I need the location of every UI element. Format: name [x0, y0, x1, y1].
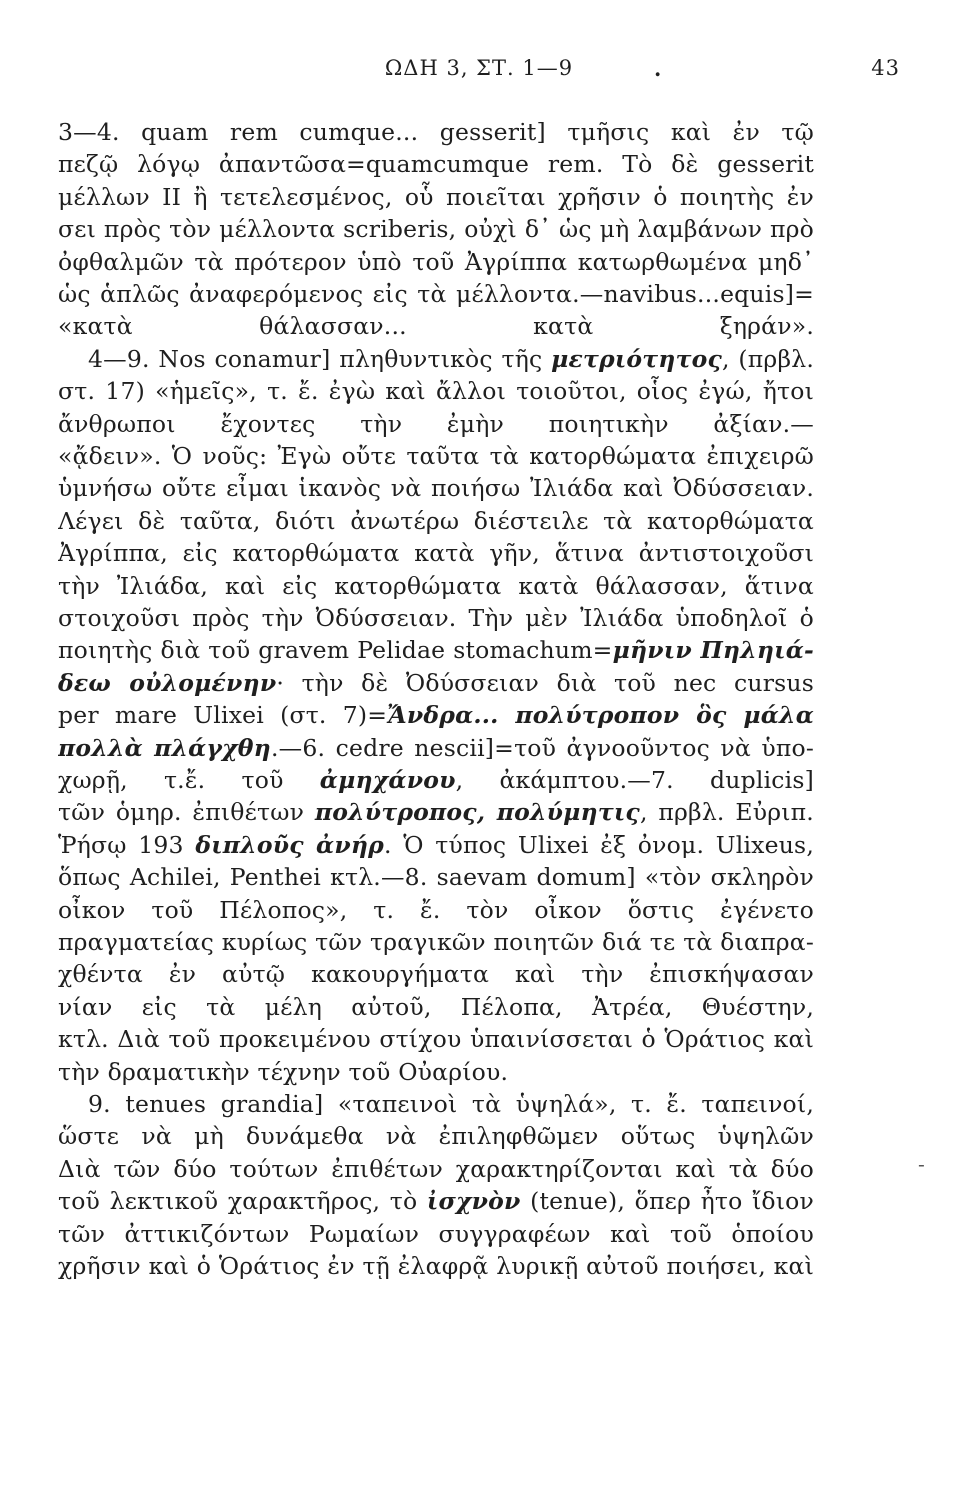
- emphasized-greek: πολλὰ πλάγχθη: [58, 733, 271, 762]
- text-line: ὑμνήσω οὔτε εἶμαι ἱκανὸς νὰ ποιήσω Ἰλιάδα καὶ Ὀδύσσειαν.: [58, 474, 814, 503]
- text-line: [58, 829, 814, 861]
- text-line: ἄνθρωποι ἔχοντες τὴν ἐμὴν ποιητικὴν ἀξίαν.—: [58, 409, 814, 438]
- text-run: τῶν ὁμηρ. ἐπιθέτων: [58, 798, 315, 827]
- text-line: 9. tenues grandia] «ταπεινοὶ τὰ ὑψηλά», τ. ἔ. ταπεινοί,: [88, 1090, 814, 1118]
- text-line: «κατὰ θάλασσαν... κατὰ ξηράν».: [58, 312, 814, 341]
- text-run: τοῦ λεκτικοῦ χαρακτῆρος, τὸ: [58, 1187, 427, 1216]
- text-run: · τὴν δὲ Ὀδύσσειαν διὰ τοῦ nec cursus: [276, 668, 814, 697]
- emphasized-greek: διπλοῦς ἀνήρ: [195, 830, 384, 859]
- text-line: Ἀγρίππα, εἰς κατορθώματα κατὰ γῆν, ἅτινα ἀντιστοιχοῦσι: [58, 539, 814, 568]
- text-line: σει πρὸς τὸν μέλλοντα scriberis, οὐχὶ δ᾽ ὡς μὴ λαμβάνων πρὸ: [58, 215, 814, 244]
- emphasized-greek: δεω οὐλομένην: [58, 668, 277, 697]
- text-line: 3—4. quam rem cumque... gesserit] τμῆσις καὶ ἐν τῷ: [58, 118, 814, 146]
- text-line: [58, 634, 814, 666]
- text-run: 4—9. Nos conamur] πληθυντικὸς τῆς: [88, 344, 552, 373]
- text-line: [58, 699, 814, 731]
- text-line: [58, 1185, 814, 1217]
- text-line: Λέγει δὲ ταῦτα, διότι ἀνωτέρω διέστειλε τὰ κατορθώματα: [58, 506, 814, 535]
- text-line: ὅπως Achilei, Penthei κτλ.—8. saevam domum] «τὸν σκληρὸν: [58, 863, 814, 892]
- text-line: οἶκον τοῦ Πέλοπος», τ. ἔ. τὸν οἶκον ὅστις ἐγένετο: [58, 895, 814, 924]
- text-line: χρῆσιν καὶ ὁ Ὁράτιος ἐν τῇ ἐλαφρᾷ λυρικῇ αὐτοῦ ποιήσει, καὶ: [58, 1252, 814, 1280]
- emphasized-greek: πολύτροπος, πολύμητις: [314, 798, 640, 827]
- text-run: per mare Ulixei (στ. 7)=: [58, 701, 388, 730]
- text-line: τῶν ἀττικιζόντων Ρωμαίων συγγραφέων καὶ τοῦ ὁποίου: [58, 1219, 814, 1248]
- page-number: 43: [871, 56, 900, 80]
- text-line: [88, 343, 814, 375]
- text-line: πραγματείας κυρίως τῶν τραγικῶν ποιητῶν διά τε τὰ διαπρα-: [58, 928, 814, 956]
- text-line: [58, 764, 814, 796]
- text-line: μέλλων II ἢ τετελεσμένος, οὗ ποιεῖται χρῆσιν ὁ ποιητὴς ἐν: [58, 182, 814, 211]
- text-run: .—6. cedre nescii]=τοῦ ἀγνοοῦντος νὰ ὑπο-: [270, 733, 814, 762]
- header-title: ΩΔΗ 3, ΣΤ. 1—9: [384, 56, 574, 80]
- text-run: , (πρβλ.: [721, 344, 814, 373]
- text-line: τὴν δραματικὴν τέχνην τοῦ Οὐαρίου.: [58, 1057, 509, 1086]
- text-line: τὴν Ἰλιάδα, καὶ εἰς κατορθώματα κατὰ θάλασσαν, ἅτινα: [58, 571, 814, 600]
- emphasized-greek: Ἄνδρα... πολύτροπον ὃς μάλα: [387, 701, 814, 730]
- text-run: ποιητὴς διὰ τοῦ gravem Pelidae stomachum=: [58, 636, 613, 665]
- text-line: πεζῷ λόγῳ ἀπαντῶσα=quamcumque rem. Τὸ δὲ gesserit: [58, 150, 814, 179]
- text-line: «ᾄδειν». Ὁ νοῦς: Ἐγὼ οὔτε ταῦτα τὰ κατορθώματα ἐπιχειρῶ: [58, 442, 814, 470]
- text-run: χωρῇ, τ.ἔ. τοῦ: [58, 766, 320, 794]
- text-line: [58, 796, 814, 828]
- margin-mark: -: [918, 1152, 925, 1176]
- text-line: στ. 17) «ἡμεῖς», τ. ἔ. ἐγὼ καὶ ἄλλοι τοιοῦτοι, οἷος ἐγώ, ἤτοι: [58, 377, 814, 406]
- text-line: ὀφθαλμῶν τὰ πρότερον ὑπὸ τοῦ Ἀγρίππα κατωρθωμένα μηδ᾽: [58, 247, 814, 276]
- text-line: ὡς ἁπλῶς ἀναφερόμενος εἰς τὰ μέλλοντα.—navibus...equis]=: [58, 280, 814, 308]
- text-line: [58, 732, 814, 764]
- text-line: νίαν εἰς τὰ μέλη αὐτοῦ, Πέλοπα, Ἀτρέα, Θυέστην,: [58, 992, 814, 1021]
- text-run: (tenue), ὅπερ ἦτο ἴδιον: [520, 1187, 814, 1216]
- emphasized-greek: μετριότητος: [551, 344, 722, 373]
- emphasized-greek: ἀμηχάνου: [319, 766, 456, 794]
- text-line: Διὰ τῶν δύο τούτων ἐπιθέτων χαρακτηρίζονται καὶ τὰ δύο: [58, 1154, 814, 1183]
- text-run: , πρβλ. Εὐριπ.: [639, 798, 814, 827]
- text-run: , ἀκάμπτου.—7. duplicis]: [455, 766, 814, 794]
- text-run: . Ὁ τύπος Ulixei ἐξ ὀνομ. Ulixeus,: [383, 830, 814, 859]
- text-line: ὥστε νὰ μὴ δυνάμεθα νὰ ἐπιληφθῶμεν οὕτως ὑψηλῶν: [58, 1122, 814, 1151]
- text-line: στοιχοῦσι πρὸς τὴν Ὀδύσσειαν. Τὴν μὲν Ἰλιάδα ὑποδηλοῖ ὁ: [58, 604, 814, 632]
- text-run: Ῥήσῳ 193: [58, 830, 196, 859]
- text-line: χθέντα ἐν αὐτῷ κακουργήματα καὶ τὴν ἐπισκήψασαν: [58, 960, 814, 989]
- text-line: [58, 667, 814, 699]
- emphasized-greek: ἰσχνὸν: [426, 1187, 521, 1216]
- header-dot: .: [654, 56, 663, 81]
- emphasized-greek: μῆνιν Πηληιά-: [612, 636, 814, 665]
- text-line: κτλ. Διὰ τοῦ προκειμένου στίχου ὑπαινίσσεται ὁ Ὁράτιος καὶ: [58, 1025, 814, 1054]
- running-header: [58, 56, 900, 88]
